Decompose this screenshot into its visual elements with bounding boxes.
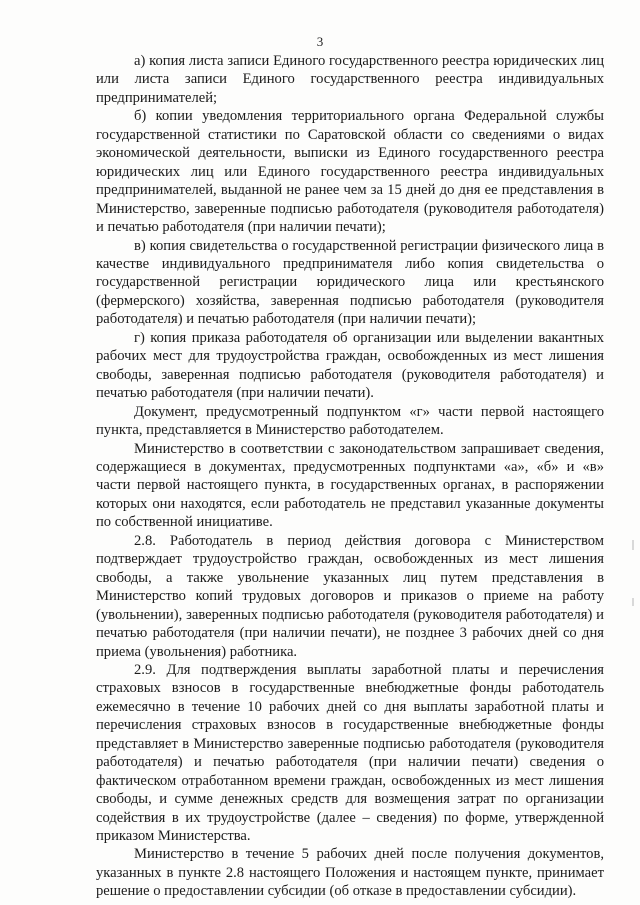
paragraph-clause-2-9: 2.9. Для подтверждения выплаты заработной платы и перечисления страховых взносов в государственные внебюджетные фонды работодатель ежемесячно в течение 10 рабочих дней со дня выплаты заработной платы и перечисления страховых взносов в государственные внебюджетные фонды представляет в Министерство заверенные подписью работодателя (руководителя работодателя) и печатью работодателя (при наличии печати) сведения о фактическом отработанном времени граждан, освобожденных из мест лишения свободы, и сумме денежных средств для возмещения затрат по организации содействия в их трудоустройстве (далее – сведения) по форме, утвержденной приказом Министерства. xyxy=(96,661,604,845)
document-body xyxy=(96,52,604,901)
paragraph-clause-2-8: 2.8. Работодатель в период действия договора с Министерством подтверждает трудоустройство граждан, освобожденных из мест лишения свободы, а также увольнение указанных лиц путем представления в Министерство копий трудовых договоров и приказов о приеме на работу (увольнении), заверенных подписью работодателя (руководителя работодателя) и печатью работодателя (при наличии печати), не позднее 3 рабочих дней со дня приема (увольнения) работника. xyxy=(96,532,604,660)
scan-edge-mark xyxy=(632,540,634,550)
paragraph-ministry-decision: Министерство в течение 5 рабочих дней после получения документов, указанных в пункте 2.8 настоящего Положения и настоящем пункте, принимает решение о предоставлении субсидии (об отказе в предоставлении субсидии). xyxy=(96,846,604,900)
paragraph-subitem-g: г) копия приказа работодателя об организации или выделении вакантных рабочих мест для трудоустройства граждан, освобожденных из мест лишения свободы, заверенная подписью работодателя (руководителя работодателя) и печатью работодателя (при наличии печати). xyxy=(96,329,604,402)
paragraph-subitem-a: а) копия листа записи Единого государственного реестра юридических лиц или листа записи Единого государственного реестра индивидуальных предпринимателей; xyxy=(96,53,604,106)
page-number: 3 xyxy=(316,34,324,49)
paragraph-subitem-b: б) копии уведомления территориального органа Федеральной службы государственной статистики по Саратовской области со сведениями о видах экономической деятельности, выписки из Единого государственного реестра юридических лиц или Единого государственного реестра индивидуальных предпринимателей, выданной не ранее чем за 15 дней до дня ее представления в Министерство, заверенные подписью работодателя (руководителя работодателя) и печатью работодателя (при наличии печати); xyxy=(96,108,604,236)
scan-edge-mark xyxy=(632,598,634,606)
paragraph-ministry-request: Министерство в соответствии с законодательством запрашивает сведения, содержащиеся в документах, предусмотренных подпунктами «а», «б» и «в» части первой настоящего пункта, в государственных органах, в распоряжении которых они находятся, если работодатель не представил указанные документы по собственной инициативе. xyxy=(96,440,604,531)
paragraph-document-note: Документ, предусмотренный подпунктом «г» части первой настоящего пункта, представляется в Министерство работодателем. xyxy=(96,403,604,439)
paragraph-subitem-v: в) копия свидетельства о государственной регистрации физического лица в качестве индивидуального предпринимателя либо копия свидетельства о государственной регистрации юридического лица или крестьянского (фермерского) хозяйства, заверенная подписью работодателя (руководителя работодателя) и печатью работодателя (при наличии печати); xyxy=(96,237,604,328)
